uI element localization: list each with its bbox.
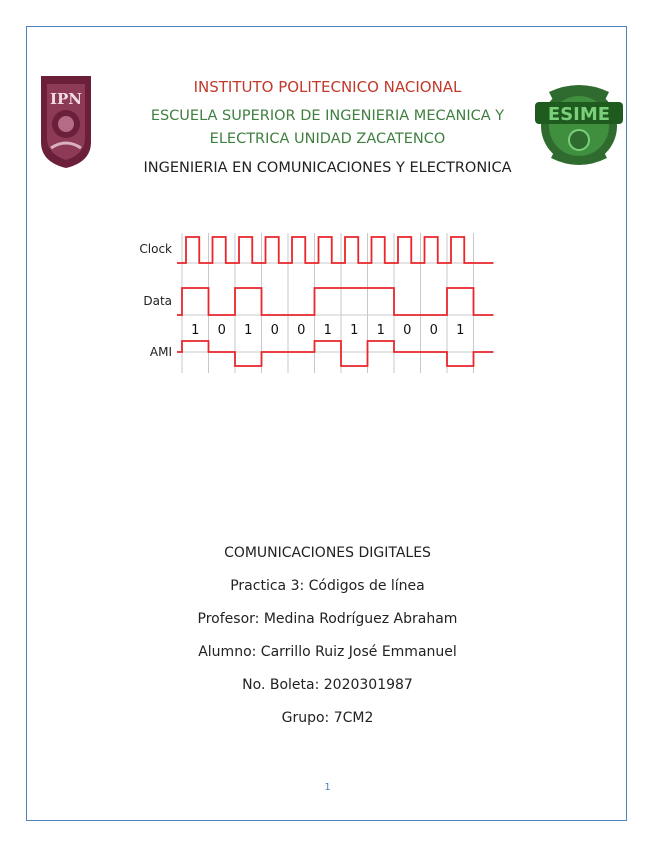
bit-label: 0 [217, 323, 226, 338]
school-title-line2: ELECTRICA UNIDAD ZACATENCO [209, 131, 446, 147]
bit-label: 1 [323, 323, 332, 338]
ipn-logo-text: IPN [49, 90, 83, 108]
row-label-ami: AMI [149, 345, 172, 359]
ami-signal [177, 341, 494, 366]
row-label-data: Data [143, 294, 172, 308]
practice-title: Practica 3: Códigos de línea [230, 578, 425, 594]
student-id: No. Boleta: 2020301987 [242, 677, 413, 693]
esime-logo-text: ESIME [547, 104, 611, 125]
bit-label: 1 [244, 323, 253, 338]
group-name: Grupo: 7CM2 [281, 710, 374, 726]
student-name: Alumno: Carrillo Ruiz José Emmanuel [198, 644, 457, 660]
bit-label: 0 [429, 323, 438, 338]
program-title: INGENIERIA EN COMUNICACIONES Y ELECTRONICA [143, 160, 512, 176]
row-label-clock: Clock [139, 242, 172, 256]
bit-label: 0 [403, 323, 412, 338]
bit-label: 1 [191, 323, 200, 338]
course-name: COMUNICACIONES DIGITALES [224, 545, 431, 561]
bit-label: 1 [456, 323, 465, 338]
bit-label: 0 [297, 323, 306, 338]
line-code-diagram [120, 225, 530, 385]
teacher-name: Profesor: Medina Rodríguez Abraham [197, 611, 458, 627]
bit-label: 0 [270, 323, 279, 338]
bit-label: 1 [350, 323, 359, 338]
institution-title: INSTITUTO POLITECNICO NACIONAL [193, 78, 462, 96]
bit-label: 1 [376, 323, 385, 338]
school-title-line1: ESCUELA SUPERIOR DE INGENIERIA MECANICA Y [150, 108, 505, 124]
page-number: 1 [324, 782, 331, 793]
data-signal [177, 288, 494, 315]
clock-signal [177, 237, 494, 263]
